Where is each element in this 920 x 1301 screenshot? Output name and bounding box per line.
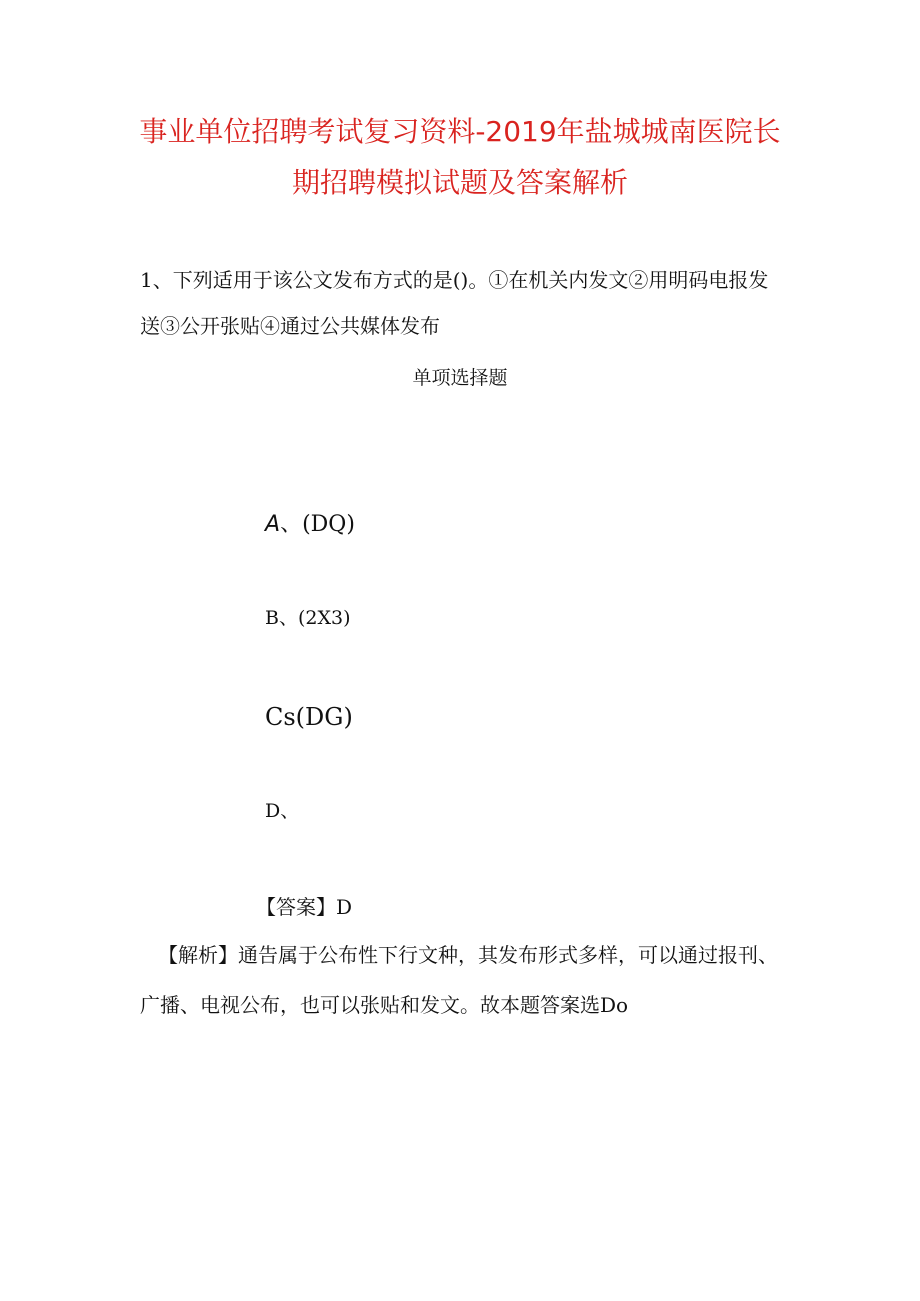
question-type-label: 单项选择题 <box>412 367 508 389</box>
analysis-line-1: 【解析】通告属于公布性下行文种，其发布形式多样，可以通过报刊、 <box>158 943 778 967</box>
option-c: Cs(DG) <box>265 703 353 731</box>
question-text-line-2: 送③公开张贴④通过公共媒体发布 <box>140 314 440 338</box>
option-a-letter: A <box>265 512 281 537</box>
document-title-line-1: 事业单位招聘考试复习资料-2019年盐城城南医院长 <box>139 115 781 148</box>
analysis-line-2: 广播、电视公布，也可以张贴和发文。故本题答案选Do <box>140 993 629 1017</box>
answer-line: 【答案】D <box>256 895 353 919</box>
option-a-text: 、(DQ) <box>280 512 355 537</box>
option-d: D、 <box>265 800 300 822</box>
document-title-line-2: 期招聘模拟试题及答案解析 <box>291 166 628 199</box>
option-b: B、(2X3) <box>265 607 351 629</box>
question-text-line-1: 1、下列适用于该公文发布方式的是()。①在机关内发文②用明码电报发 <box>140 268 769 292</box>
option-a <box>265 508 355 542</box>
